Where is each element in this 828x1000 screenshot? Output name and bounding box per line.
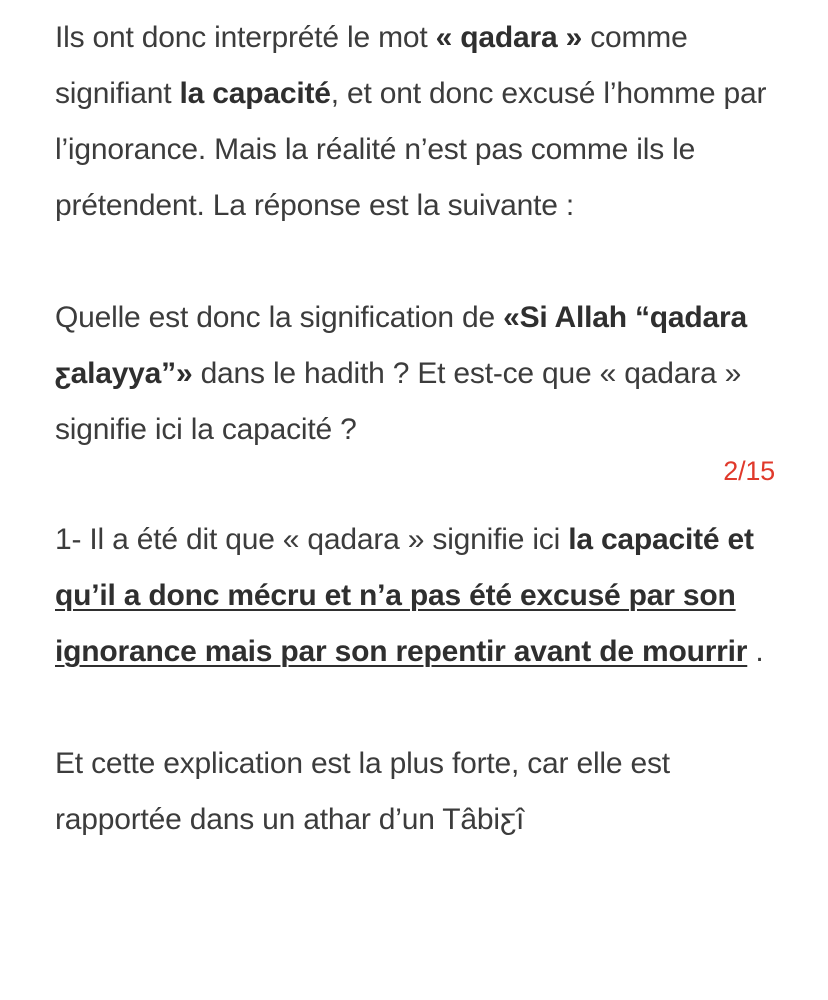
text-segment: , et ont donc excusé l’homme par l’ignorance. Mais la réalité n’est pas comme ils le prétendent. La réponse est la suivante : xyxy=(55,77,767,222)
page-counter: 2/15 xyxy=(723,456,775,486)
text-segment: Et cette explication est la plus forte, car elle est rapportée dans un athar d’un Tâbiƹî xyxy=(55,747,670,836)
underlined-bold-explanation: qu’il a donc mécru et n’a pas été excusé par son ignorance mais par son repentir avant de mourrir xyxy=(55,579,748,668)
paragraph-strongest-explanation xyxy=(55,736,785,848)
paragraph-question xyxy=(55,290,785,458)
bold-quote-si-allah: «Si Allah “qadara ƹalayya”» xyxy=(55,301,747,390)
text-segment: comme signifiant xyxy=(55,21,688,110)
article-body xyxy=(55,10,785,848)
bold-text-capacite: la capacité et xyxy=(568,523,754,556)
paragraph-qadara-interpretation xyxy=(55,10,785,234)
text-segment: 1- Il a été dit que « qadara » signifie ici xyxy=(55,523,569,556)
text-segment: . xyxy=(747,635,764,668)
text-segment: Ils ont donc interprété le mot xyxy=(55,21,436,54)
text-segment: Quelle est donc la signification de xyxy=(55,301,504,334)
bold-term-qadara: « qadara » xyxy=(435,21,583,54)
paragraph-point-1 xyxy=(55,512,785,680)
text-segment: dans le hadith ? Et est-ce que « qadara » signifie ici la capacité ? xyxy=(55,357,742,446)
bold-term-capacite: la capacité xyxy=(179,77,331,110)
